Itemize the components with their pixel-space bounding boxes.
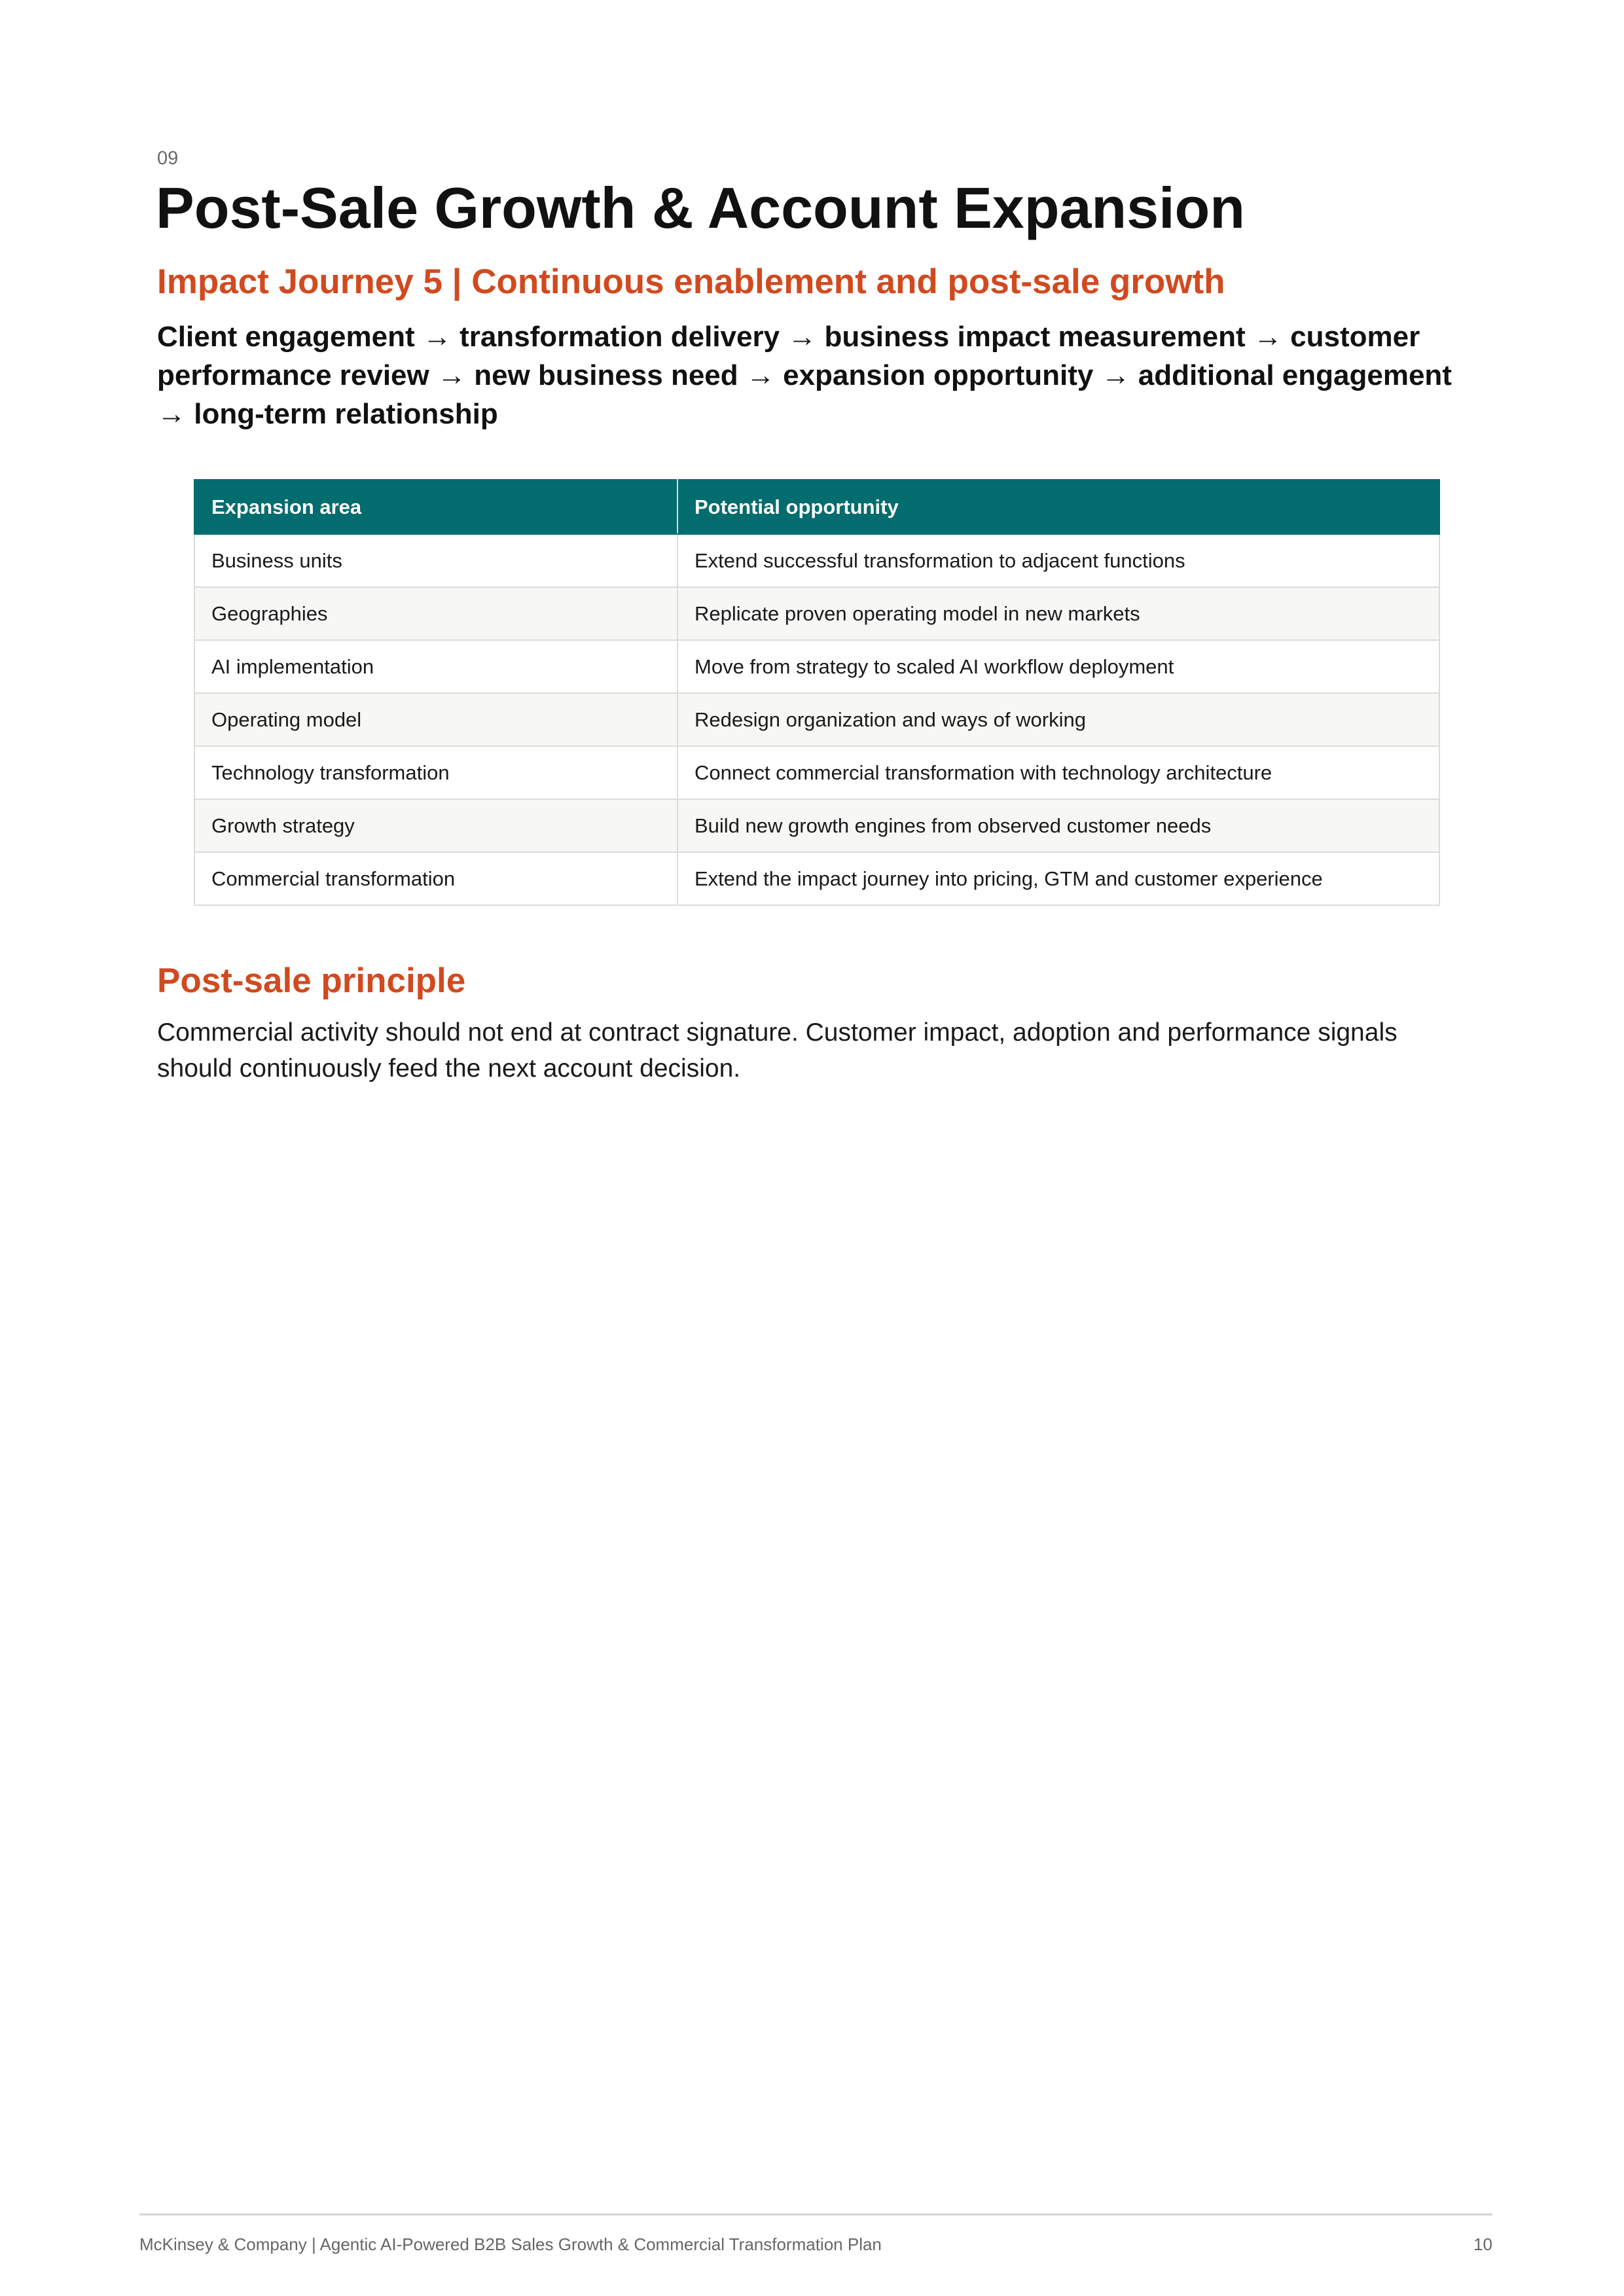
table-row bbox=[194, 799, 1439, 852]
column-header-expansion-area: Expansion area bbox=[194, 480, 677, 534]
opportunity-cell: Extend successful transformation to adjacent functions bbox=[677, 534, 1439, 587]
page-number: 10 bbox=[1473, 2234, 1492, 2254]
expansion-area-cell: Business units bbox=[194, 534, 677, 587]
expansion-area-cell: Operating model bbox=[194, 693, 677, 746]
expansion-table bbox=[194, 479, 1440, 906]
table-header-row bbox=[194, 480, 1439, 534]
table-row bbox=[194, 693, 1439, 746]
table-row bbox=[194, 640, 1439, 693]
table-row bbox=[194, 587, 1439, 640]
footer-divider bbox=[139, 2214, 1492, 2215]
opportunity-cell: Extend the impact journey into pricing, GTM and customer experience bbox=[677, 852, 1439, 905]
expansion-area-cell: Technology transformation bbox=[194, 746, 677, 799]
column-header-potential-opportunity: Potential opportunity bbox=[677, 480, 1439, 534]
opportunity-cell: Build new growth engines from observed customer needs bbox=[677, 799, 1439, 852]
principle-text: Commercial activity should not end at contract signature. Customer impact, adoption and performance signals should continuously feed the next account decision. bbox=[157, 1018, 1398, 1083]
page-title: Post-Sale Growth & Account Expansion bbox=[156, 175, 1246, 240]
expansion-area-cell: Commercial transformation bbox=[194, 852, 677, 905]
expansion-area-cell: Geographies bbox=[194, 587, 677, 640]
expansion-table-container bbox=[194, 479, 1439, 906]
table-row bbox=[194, 852, 1439, 905]
journey-heading: Impact Journey 5 | Continuous enablement and post-sale growth bbox=[157, 262, 1225, 301]
section-number: 09 bbox=[157, 148, 179, 169]
opportunity-cell: Connect commercial transformation with technology architecture bbox=[677, 746, 1439, 799]
opportunity-cell: Replicate proven operating model in new markets bbox=[677, 587, 1439, 640]
journey-flow: Client engagement → transformation delivery → business impact measurement → customer performance review → new business need → expansion opportunity → additional engagement → long-term relationship bbox=[157, 321, 1452, 430]
principle-heading: Post-sale principle bbox=[157, 961, 466, 1000]
opportunity-cell: Redesign organization and ways of working bbox=[677, 693, 1439, 746]
table-row bbox=[194, 746, 1439, 799]
expansion-area-cell: AI implementation bbox=[194, 640, 677, 693]
expansion-area-cell: Growth strategy bbox=[194, 799, 677, 852]
opportunity-cell: Move from strategy to scaled AI workflow deployment bbox=[677, 640, 1439, 693]
table-row bbox=[194, 534, 1439, 587]
footer-text: McKinsey & Company | Agentic AI-Powered B2B Sales Growth & Commercial Transformation Plan bbox=[139, 2234, 882, 2254]
